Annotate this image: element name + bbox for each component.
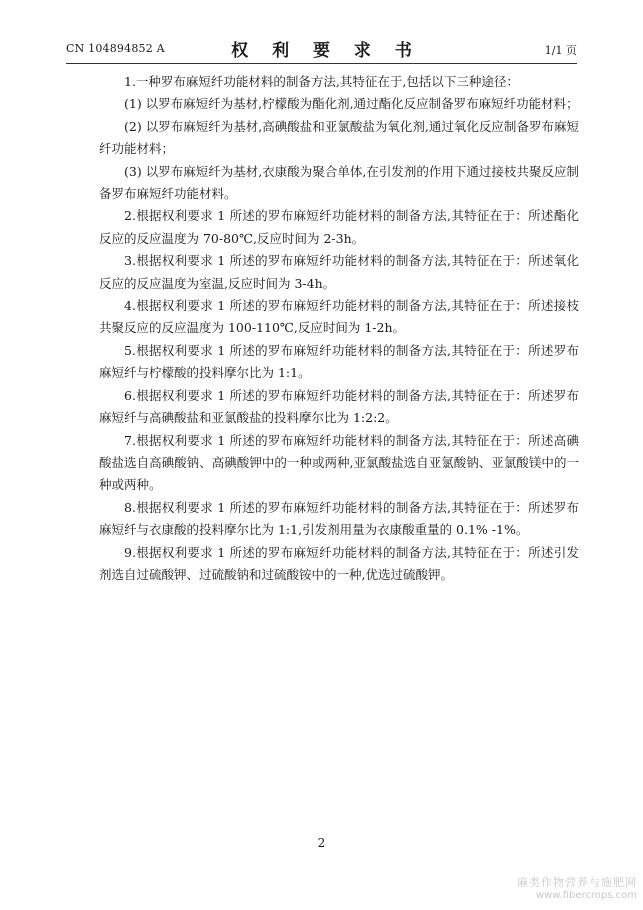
document-title: 权 利 要 求 书 — [231, 41, 421, 61]
claims-body — [99, 71, 579, 586]
claim-8: 8.根据权利要求 1 所述的罗布麻短纤功能材料的制备方法,其特征在于：所述罗布麻短纤与衣康酸的投料摩尔比为 1:1,引发剂用量为衣康酸重量的 0.1% -1%。 — [99, 499, 579, 538]
page-header — [66, 36, 577, 62]
page-number: 2 — [317, 836, 326, 850]
claim-2: 2.根据权利要求 1 所述的罗布麻短纤功能材料的制备方法,其特征在于：所述酯化反应的反应温度为 70-80℃,反应时间为 2-3h。 — [99, 208, 579, 246]
claim-1-route-2: (2) 以罗布麻短纤为基材,高碘酸盐和亚氯酸盐为氧化剂,通过氧化反应制备罗布麻短纤功能材料； — [99, 118, 579, 157]
watermark-url: www.fibercrops.com — [535, 890, 637, 901]
claim-5: 5.根据权利要求 1 所述的罗布麻短纤功能材料的制备方法,其特征在于：所述罗布麻短纤与柠檬酸的投料摩尔比为 1:1。 — [99, 342, 579, 381]
watermark-site-name: 麻类作物营养与施肥网 — [517, 876, 637, 889]
claim-1-route-1: (1) 以罗布麻短纤为基材,柠檬酸为酯化剂,通过酯化反应制备罗布麻短纤功能材料； — [124, 96, 579, 112]
claim-6: 6.根据权利要求 1 所述的罗布麻短纤功能材料的制备方法,其特征在于：所述罗布麻短纤与高碘酸盐和亚氯酸盐的投料摩尔比为 1:2:2。 — [99, 387, 579, 426]
claim-9: 9.根据权利要求 1 所述的罗布麻短纤功能材料的制备方法,其特征在于：所述引发剂选自过硫酸钾、过硫酸钠和过硫酸铵中的一种,优选过硫酸钾。 — [99, 544, 579, 582]
claim-7: 7.根据权利要求 1 所述的罗布麻短纤功能材料的制备方法,其特征在于：所述高碘酸盐选自高碘酸钠、高碘酸钾中的一种或两种,亚氯酸盐选自亚氯酸钠、亚氯酸镁中的一种或两种。 — [99, 432, 579, 493]
claim-4: 4.根据权利要求 1 所述的罗布麻短纤功能材料的制备方法,其特征在于：所述接枝共聚反应的反应温度为 100-110℃,反应时间为 1-2h。 — [99, 298, 579, 336]
claim-1: 1.一种罗布麻短纤功能材料的制备方法,其特征在于,包括以下三种途径： — [124, 74, 519, 89]
document-number: CN 104894852 A — [66, 42, 165, 55]
header-divider — [66, 63, 577, 64]
page-indicator: 1/1 页 — [544, 44, 577, 57]
site-watermark — [497, 876, 637, 902]
claim-1-route-3: (3) 以罗布麻短纤为基材,衣康酸为聚合单体,在引发剂的作用下通过接枝共聚反应制备罗布麻短纤功能材料。 — [99, 163, 579, 202]
claim-3: 3.根据权利要求 1 所述的罗布麻短纤功能材料的制备方法,其特征在于：所述氧化反应的反应温度为室温,反应时间为 3-4h。 — [99, 253, 579, 291]
